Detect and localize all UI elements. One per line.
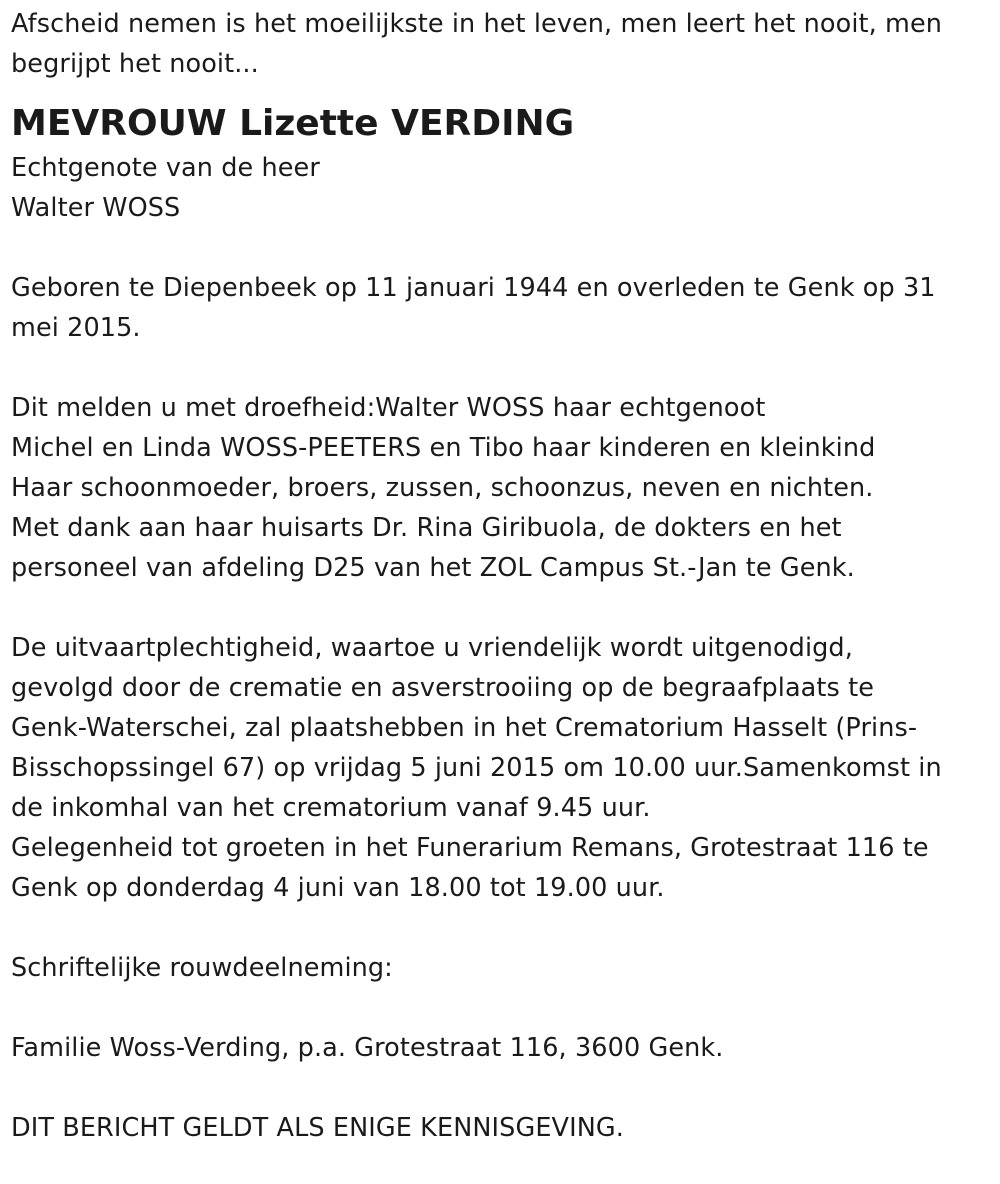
spouse-info — [11, 148, 989, 228]
spacer — [11, 1068, 989, 1108]
condolence-label: Schriftelijke rouwdeelneming: — [11, 953, 393, 983]
ceremony-paragraph — [11, 628, 989, 908]
paragraph-line: Dit melden u met droefheid:Walter WOSS haar echtgenoot — [11, 393, 766, 423]
paragraph-line: De uitvaartplechtigheid, waartoe u vriendelijk wordt uitgenodigd, — [11, 633, 853, 663]
paragraph-line: Genk op donderdag 4 juni van 18.00 tot 19.00 uur. — [11, 873, 665, 903]
spacer — [11, 908, 989, 948]
spacer — [11, 348, 989, 388]
paragraph-line: de inkomhal van het crematorium vanaf 9.45 uur. — [11, 793, 651, 823]
paragraph-line: Gelegenheid tot groeten in het Funerarium Remans, Grotestraat 116 te — [11, 833, 929, 863]
epigraph-line: begrijpt het nooit... — [11, 49, 259, 79]
paragraph-line: Met dank aan haar huisarts Dr. Rina Giribuola, de dokters en het — [11, 513, 842, 543]
epigraph — [11, 4, 989, 84]
deceased-name: MEVROUW Lizette VERDING — [11, 103, 575, 144]
announcement-paragraph — [11, 388, 989, 588]
official-notice: DIT BERICHT GELDT ALS ENIGE KENNISGEVING. — [11, 1113, 624, 1143]
paragraph-line: mei 2015. — [11, 313, 141, 343]
paragraph-line: personeel van afdeling D25 van het ZOL Campus St.-Jan te Genk. — [11, 553, 855, 583]
paragraph-line: Geboren te Diepenbeek op 11 januari 1944 en overleden te Genk op 31 — [11, 273, 936, 303]
epigraph-line: Afscheid nemen is het moeilijkste in het leven, men leert het nooit, men — [11, 9, 943, 39]
spacer — [11, 228, 989, 268]
condolence-address: Familie Woss-Verding, p.a. Grotestraat 116, 3600 Genk. — [11, 1033, 724, 1063]
spacer — [11, 588, 989, 628]
paragraph-line: gevolgd door de crematie en asverstrooiing op de begraafplaats te — [11, 673, 874, 703]
paragraph-line: Genk-Waterschei, zal plaatshebben in het Crematorium Hasselt (Prins- — [11, 713, 918, 743]
paragraph-line: Bisschopssingel 67) op vrijdag 5 juni 2015 om 10.00 uur.Samenkomst in — [11, 753, 942, 783]
spouse-line: Walter WOSS — [11, 193, 181, 223]
birth-death-paragraph — [11, 268, 989, 348]
paragraph-line: Haar schoonmoeder, broers, zussen, schoonzus, neven en nichten. — [11, 473, 874, 503]
spacer — [11, 988, 989, 1028]
spouse-line: Echtgenote van de heer — [11, 153, 320, 183]
obituary-notice — [11, 4, 989, 1148]
paragraph-line: Michel en Linda WOSS-PEETERS en Tibo haar kinderen en kleinkind — [11, 433, 876, 463]
